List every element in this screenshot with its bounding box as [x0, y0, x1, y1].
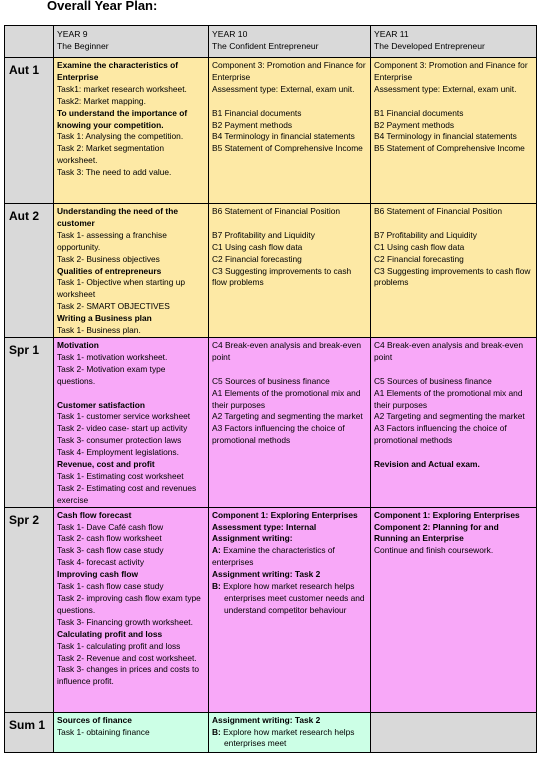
cell-line: Task 1- assessing a franchise opportunity.	[57, 229, 167, 252]
cell-line: B2 Payment methods	[212, 119, 293, 130]
cell-line: B7 Profitability and Liquidity	[212, 229, 315, 240]
year10-cell	[209, 58, 371, 204]
header-cell-year10	[209, 26, 371, 58]
term-row-sum1	[5, 712, 537, 752]
cell-line: A2 Targeting and segmenting the market	[374, 411, 525, 422]
year10-cell	[209, 507, 371, 712]
year-plan-table	[4, 25, 537, 753]
cell-line: C1 Using cash flow data	[212, 241, 303, 252]
page-title: Overall Year Plan:	[47, 0, 158, 13]
cell-line: Task 4- Employment legislations.	[57, 447, 179, 458]
cell-line: C3 Suggesting improvements to cash flow problems	[212, 265, 352, 288]
cell-heading: Improving cash flow	[57, 569, 138, 580]
cell-heading: Writing a Business plan	[57, 313, 152, 324]
cell-line: C4 Break-even analysis and break-even point	[374, 340, 523, 362]
header-cell-empty	[5, 26, 54, 58]
cell-heading: Understanding the need of the customer	[57, 206, 178, 228]
cell-line: B1 Financial documents	[212, 107, 302, 118]
cell-line	[57, 388, 205, 400]
header-cell-year9	[54, 26, 209, 58]
year9-cell	[54, 712, 209, 752]
cell-line: Task 1- obtaining finance	[57, 726, 150, 737]
cell-line: Continue and finish coursework.	[374, 545, 494, 556]
cell-line	[374, 218, 533, 230]
cell-line: Component 3: Promotion and Finance for Enterprise	[374, 60, 528, 82]
cell-line: Assessment type: External, exam unit.	[374, 83, 517, 94]
cell-line: Task 1- motivation worksheet.	[57, 351, 168, 362]
cell-heading: Revenue, cost and profit	[57, 459, 155, 470]
cell-line: B: Explore how market research helps enterprises meet	[212, 726, 355, 749]
cell-line: Task 1- Estimating cost worksheet	[57, 470, 184, 481]
cell-heading: Qualities of entrepreneurs	[57, 265, 162, 276]
cell-heading: Component 1: Exploring Enterprises	[374, 509, 520, 520]
cell-heading: Examine the characteristics of Enterprise	[57, 60, 179, 82]
cell-line: Task 2- Estimating cost and revenues exercise	[57, 482, 197, 505]
cell-line	[212, 218, 367, 230]
header-year-label: YEAR 11	[374, 29, 409, 39]
cell-line: B4 Terminology in financial statements	[374, 131, 517, 142]
cell-heading: Sources of finance	[57, 714, 132, 725]
cell-heading: Motivation	[57, 340, 99, 350]
header-cell-year11	[371, 26, 537, 58]
year10-cell	[209, 204, 371, 338]
term-row-spr2	[5, 507, 537, 712]
cell-line: Task 2- Revenue and cost worksheet.	[57, 652, 197, 663]
cell-line: C5 Sources of business finance	[212, 375, 330, 386]
cell-line: Task 1- cash flow case study	[57, 581, 164, 592]
term-row-spr1	[5, 338, 537, 508]
cell-heading: Assignment writing: Task 2	[212, 714, 321, 725]
cell-heading: Revision and Actual exam.	[374, 459, 480, 470]
cell-line: Task 2- Business objectives	[57, 253, 160, 264]
header-year-subtitle: The Confident Entrepreneur	[212, 41, 319, 51]
cell-heading: Customer satisfaction	[57, 399, 145, 410]
cell-line: A1 Elements of the promotional mix and their purposes	[374, 387, 523, 410]
cell-line: B6 Statement of Financial Position	[374, 206, 503, 216]
cell-heading: Assessment type: Internal	[212, 521, 317, 532]
cell-line: Task 3- changes in prices and costs to influence profit.	[57, 664, 199, 687]
cell-line: B4 Terminology in financial statements	[212, 131, 355, 142]
cell-heading: Component 2: Planning for and Running an Enterprise	[374, 521, 499, 544]
cell-line: Task1: market research worksheet.	[57, 83, 187, 94]
cell-line: Task 1- Dave Café cash flow	[57, 521, 164, 532]
header-year-subtitle: The Beginner	[57, 41, 109, 51]
cell-line: A3 Factors influencing the choice of promotional methods	[374, 423, 507, 446]
cell-line: B5 Statement of Comprehensive Income	[212, 143, 363, 154]
cell-heading: Assignment writing: Task 2	[212, 569, 321, 580]
cell-line: Task 1: Analysing the competition.	[57, 131, 184, 142]
term-label: Spr 1	[5, 338, 54, 508]
cell-line: C2 Financial forecasting	[374, 253, 464, 264]
cell-line: Task 2- cash flow worksheet	[57, 533, 162, 544]
cell-line: Task2: Market mapping.	[57, 95, 146, 106]
cell-line: Task 2- Motivation exam type questions.	[57, 363, 166, 386]
cell-line: C3 Suggesting improvements to cash flow problems	[374, 265, 531, 288]
cell-line: Task 1- Objective when starting up worksheet	[57, 277, 186, 300]
cell-line: C5 Sources of business finance	[374, 375, 492, 386]
year9-cell	[54, 204, 209, 338]
term-label: Sum 1	[5, 712, 54, 752]
cell-line: Task 2- SMART OBJECTIVES	[57, 301, 170, 312]
cell-line: Assessment type: External, exam unit.	[212, 83, 355, 94]
header-year-label: YEAR 9	[57, 29, 88, 39]
cell-line: B6 Statement of Financial Position	[212, 206, 341, 216]
year9-cell	[54, 58, 209, 204]
cell-line: B2 Payment methods	[374, 119, 455, 130]
year11-cell	[371, 58, 537, 204]
cell-heading: To understand the importance of knowing your competition.	[57, 107, 188, 130]
term-row-aut2	[5, 204, 537, 338]
cell-line: Task 3- Financing growth worksheet.	[57, 616, 193, 627]
cell-line	[212, 364, 367, 376]
cell-heading: Assignment writing:	[212, 533, 293, 544]
cell-line	[212, 96, 367, 108]
cell-line: Task 1- customer service worksheet	[57, 411, 191, 422]
cell-line: Task 4- forecast activity	[57, 557, 145, 568]
cell-line: Component 3: Promotion and Finance for Enterprise	[212, 60, 366, 82]
year9-cell	[54, 507, 209, 712]
term-label: Spr 2	[5, 507, 54, 712]
cell-line: Task 1- calculating profit and loss	[57, 640, 181, 651]
year10-cell	[209, 712, 371, 752]
cell-line: A3 Factors influencing the choice of promotional methods	[212, 423, 345, 446]
cell-line: C4 Break-even analysis and break-even point	[212, 340, 361, 362]
term-row-aut1	[5, 58, 537, 204]
cell-line	[374, 447, 533, 459]
header-row	[5, 26, 537, 58]
cell-line: Task 2: Market segmentation worksheet.	[57, 143, 165, 166]
cell-line: B7 Profitability and Liquidity	[374, 229, 477, 240]
cell-line	[374, 96, 533, 108]
cell-line: A2 Targeting and segmenting the market	[212, 411, 363, 422]
cell-line: Task 2- improving cash flow exam type questions.	[57, 593, 201, 615]
year11-cell	[371, 338, 537, 508]
cell-line: A: Examine the characteristics of enterprises	[212, 545, 335, 568]
header-year-label: YEAR 10	[212, 29, 248, 39]
cell-line: C2 Financial forecasting	[212, 253, 302, 264]
cell-line: Task 3: The need to add value.	[57, 167, 172, 178]
cell-heading: Component 1: Exploring Enterprises	[212, 509, 358, 520]
cell-line: A1 Elements of the promotional mix and their purposes	[212, 387, 361, 410]
year11-cell	[371, 507, 537, 712]
cell-line: Task 3- consumer protection laws	[57, 435, 182, 446]
cell-line: Task 3- cash flow case study	[57, 545, 164, 556]
term-label: Aut 1	[5, 58, 54, 204]
cell-line	[374, 364, 533, 376]
year11-cell	[371, 204, 537, 338]
cell-line: C1 Using cash flow data	[374, 241, 465, 252]
cell-heading: Cash flow forecast	[57, 509, 132, 520]
header-year-subtitle: The Developed Entrepreneur	[374, 41, 485, 51]
cell-heading: Calculating profit and loss	[57, 628, 163, 639]
year11-cell	[371, 712, 537, 752]
cell-line: Task 1- Business plan.	[57, 325, 141, 336]
cell-line: B: Explore how market research helps enterprises meet customer needs and understand competitor behaviour	[212, 581, 365, 615]
year10-cell	[209, 338, 371, 508]
cell-line: B1 Financial documents	[374, 107, 464, 118]
term-label: Aut 2	[5, 204, 54, 338]
cell-line: Task 2- video case- start up activity	[57, 423, 188, 434]
cell-line: B5 Statement of Comprehensive Income	[374, 143, 525, 154]
year9-cell	[54, 338, 209, 508]
